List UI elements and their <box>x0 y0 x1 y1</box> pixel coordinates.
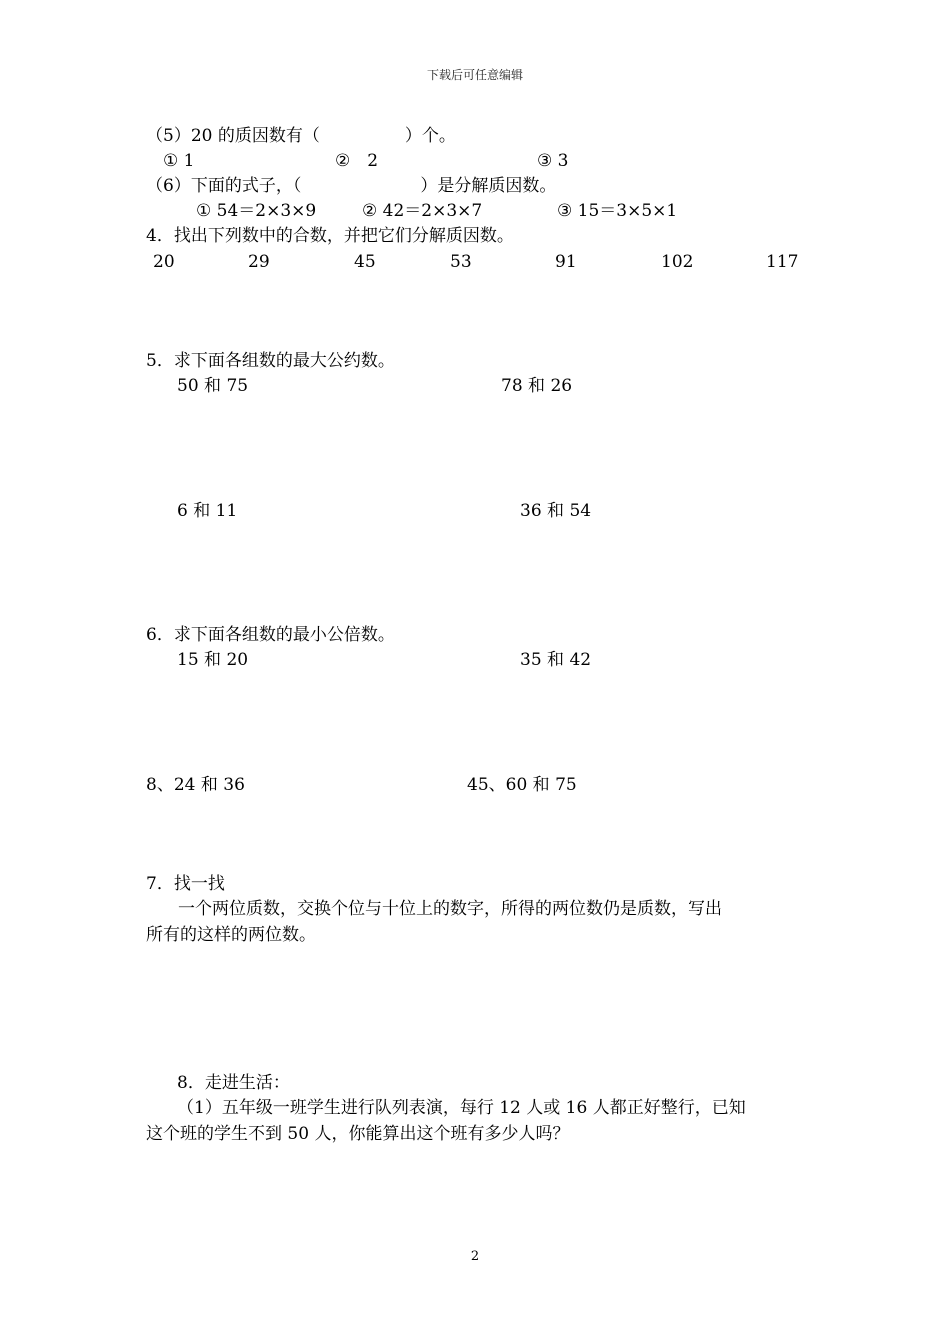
number-pair: 78 和 26 <box>501 376 573 396</box>
number-item: 29 <box>248 252 270 272</box>
number-pair: 35 和 42 <box>520 650 592 670</box>
section-7-text: 所有的这样的两位数。 <box>146 925 316 945</box>
number-pair: 50 和 75 <box>177 376 249 396</box>
option-2: ② 42＝2×3×7 <box>362 201 483 221</box>
number-pair: 36 和 54 <box>520 501 592 521</box>
option-3: ③ 15＝3×5×1 <box>557 201 678 221</box>
section-5-title: 5．求下面各组数的最大公约数。 <box>146 351 395 371</box>
option-3: ③ 3 <box>537 151 569 171</box>
number-pair: 45、60 和 75 <box>467 775 577 795</box>
number-pair: 6 和 11 <box>177 501 238 521</box>
page-header: 下载后可任意编辑 <box>426 68 523 82</box>
section-8-title: 8．走进生活： <box>177 1073 290 1093</box>
page-number: 2 <box>470 1249 480 1264</box>
section-8-text: （1）五年级一班学生进行队列表演，每行 12 人或 16 人都正好整行，已知 <box>177 1098 746 1118</box>
sub-question-6: （6）下面的式子，（ ）是分解质因数。 <box>146 176 557 196</box>
number-pair: 8、24 和 36 <box>146 775 245 795</box>
number-item: 53 <box>450 252 472 272</box>
section-8-text: 这个班的学生不到 50 人，你能算出这个班有多少人吗？ <box>146 1124 570 1144</box>
option-1: ① 54＝2×3×9 <box>196 201 317 221</box>
number-pair: 15 和 20 <box>177 650 249 670</box>
number-item: 91 <box>555 252 577 272</box>
option-2: ② 2 <box>335 151 379 171</box>
section-7-text: 一个两位质数，交换个位与十位上的数字，所得的两位数仍是质数，写出 <box>178 899 722 919</box>
section-7-title: 7．找一找 <box>146 874 225 894</box>
number-item: 102 <box>661 252 694 272</box>
section-6-title: 6．求下面各组数的最小公倍数。 <box>146 625 395 645</box>
sub-question-5: （5）20 的质因数有（ ）个。 <box>146 126 456 146</box>
section-4-title: 4．找出下列数中的合数，并把它们分解质因数。 <box>146 226 514 246</box>
number-item: 117 <box>766 252 799 272</box>
option-1: ① 1 <box>163 151 195 171</box>
number-item: 20 <box>153 252 175 272</box>
number-item: 45 <box>354 252 376 272</box>
